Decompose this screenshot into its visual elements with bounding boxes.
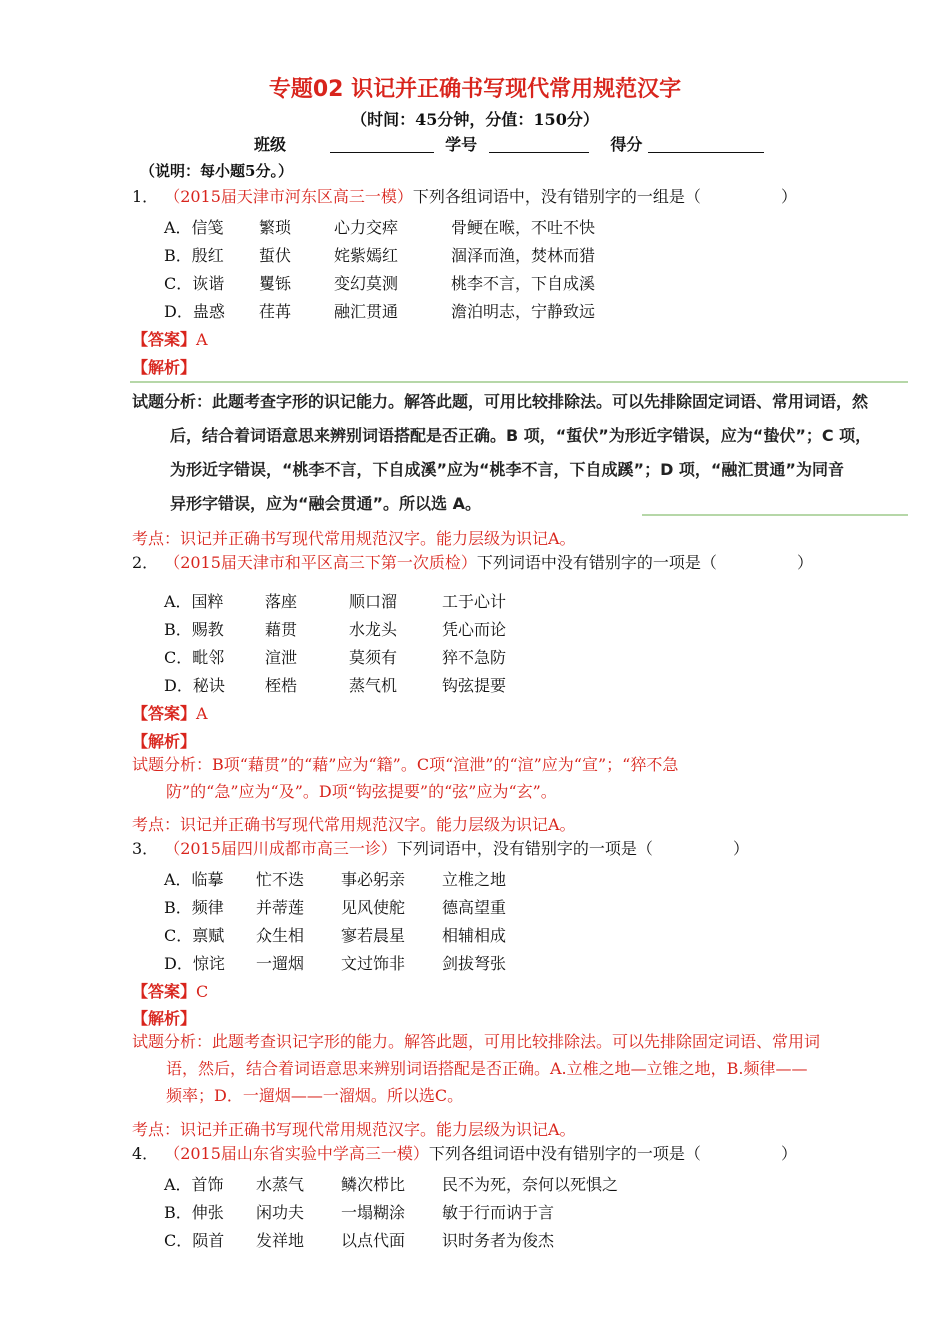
question-2: 2． （2015届天津市和平区高三下第一次质检）下列词语中没有错别字的一项是（ ） bbox=[132, 553, 813, 572]
q2-analysis-label: 【解析】 bbox=[132, 732, 197, 751]
document-page: 专题02 识记并正确书写现代常用规范汉字 （时间：45分钟，分值：150分） 班级 学号 得分 （说明：每小题5分。） 1． （2015届天津市河东区高三一模）下列各组词语中，没有错别字的一组是（ ） A．信笺 繁琐 心力交瘁 骨鲠在喉，不吐不快 B．殷红 蜇伏 姹紫嫣红 涸泽而渔，焚林而猎 C．诙谐 矍铄 变幻莫测 桃李不言，下自成溪 D．蛊惑 荏苒 融汇贯通 澹泊明志，宁静致远 【答案】A 【解析】 试题分析：此题考查字形的识记能力。解答此题，可用比较排除法。可以先排除固定词语、常用词语，然 后，结合着词语意思来辨别词语搭配是否正确。B 项，“蜇伏”为形近字错误，应为“蛰伏”；C 项， 为形近字错误，“桃李不言，下自成溪”应为“桃李不言，下自成蹊”；D 项，“融汇贯通”为同音 异形字错误，应为“融会贯通”。所以选 A。 考点：识记并正确书写现代常用规范汉字。能力层级为识记A。 2． （2015届天津市和平区高三下第一次质检）下列词语中没有错别字的一项是（ ） A．国粹 落座 顺口溜 工于心计 B．赐教 藉贯 水龙头 凭心而论 C．毗邻 渲泄 莫须有 猝不急防 D．秘诀 桎梏 蒸气机 钩弦提要 【答案】A 【解析】 试题分析：B项“藉贯”的“藉”应为“籍”。C项“渲泄”的“渲”应为“宣”；“猝不急 防”的“急”应为“及”。D项“钩弦提要”的“弦”应为“玄”。 考点：识记并正确书写现代常用规范汉字。能力层级为识记A。 3． （2015届四川成都市高三一诊）下列词语中，没有错别字的一项是（ ） A．临摹 忙不迭 事必躬亲 立椎之地 B．频律 并蒂莲 见风使舵 德高望重 C．禀赋 众生相 寥若晨星 相辅相成 D．惊诧 一遛烟 文过饰非 剑拔弩张 【答案】C 【解析】 试题分析：此题考查识记字形的能力。解答此题，可用比较排除法。可以先排除固定词语、常用词 语，然后，结合着词语意思来辨别词语搭配是否正确。A.立椎之地—立锥之地，B.频律—— 频率；D．一遛烟——一溜烟。所以选C。 考点：识记并正确书写现代常用规范汉字。能力层级为识记A。 4． （2015届山东省实验中学高三一模）下列各组词语中没有错别字的一项是（ ） A．首饰 水蒸气 鳞次栉比 民不为死，奈何以死惧之 B．伸张 闲功夫 一塌糊涂 敏于行而讷于言 C．陨首 发祥地 以点代面 识时务者为俊杰 bbox=[0, 0, 950, 1344]
q1-source: （2015届天津市河东区高三一模） bbox=[172, 187, 413, 206]
score-blank[interactable] bbox=[648, 136, 764, 153]
q3-analysis-label: 【解析】 bbox=[132, 1009, 197, 1028]
q1-number: 1． bbox=[132, 187, 159, 206]
question-3: 3． （2015届四川成都市高三一诊）下列词语中，没有错别字的一项是（ ） bbox=[132, 839, 749, 858]
q1-answer: 【答案】A bbox=[132, 330, 208, 349]
q3-analysis: 试题分析：此题考查识记字形的能力。解答此题，可用比较排除法。可以先排除固定词语、常用词 语，然后，结合着词语意思来辨别词语搭配是否正确。A.立椎之地—立锥之地，B.频律—— 频率；D．一遛烟——一溜烟。所以选C。 bbox=[132, 1032, 821, 1105]
q1-analysis-label: 【解析】 bbox=[132, 358, 197, 377]
box-bottom-rule bbox=[642, 514, 908, 516]
note: （说明：每小题5分。） bbox=[140, 162, 293, 180]
class-blank[interactable] bbox=[330, 136, 434, 153]
q2-kaodian: 考点：识记并正确书写现代常用规范汉字。能力层级为识记A。 bbox=[132, 815, 576, 834]
q1-stem: 下列各组词语中，没有错别字的一组是（ bbox=[412, 187, 701, 206]
q1-close: ） bbox=[780, 187, 797, 206]
q1-analysis-box: 试题分析：此题考查字形的识记能力。解答此题，可用比较排除法。可以先排除固定词语、常用词语，然 后，结合着词语意思来辨别词语搭配是否正确。B 项，“蜇伏”为形近字错误，应为“蛰伏”；C 项， 为形近字错误，“桃李不言，下自成溪”应为“桃李不言，下自成蹊”；D 项，“融汇贯通”为同音 异形字错误，应为“融会贯通”。所以选 A。 bbox=[130, 381, 908, 515]
class-label: 班级 bbox=[254, 135, 287, 154]
q2-answer: 【答案】A bbox=[132, 704, 208, 723]
q3-answer: 【答案】C bbox=[132, 982, 209, 1001]
page-subtitle: （时间：45分钟，分值：150分） bbox=[351, 110, 599, 129]
score-label: 得分 bbox=[610, 135, 643, 154]
question-4: 4． （2015届山东省实验中学高三一模）下列各组词语中没有错别字的一项是（ ） bbox=[132, 1144, 797, 1163]
question-1 bbox=[132, 187, 797, 207]
q2-analysis: 试题分析：B项“藉贯”的“藉”应为“籍”。C项“渲泄”的“渲”应为“宣”；“猝不急 防”的“急”应为“及”。D项“钩弦提要”的“弦”应为“玄”。 bbox=[132, 755, 679, 801]
page-title: 专题02 识记并正确书写现代常用规范汉字 bbox=[268, 77, 682, 102]
number-blank[interactable] bbox=[489, 136, 589, 153]
box-top-rule bbox=[130, 381, 908, 383]
q3-kaodian: 考点：识记并正确书写现代常用规范汉字。能力层级为识记A。 bbox=[132, 1120, 576, 1139]
q1-kaodian: 考点：识记并正确书写现代常用规范汉字。能力层级为识记A。 bbox=[132, 529, 576, 548]
student-info-row bbox=[254, 132, 770, 155]
number-label: 学号 bbox=[445, 135, 478, 154]
